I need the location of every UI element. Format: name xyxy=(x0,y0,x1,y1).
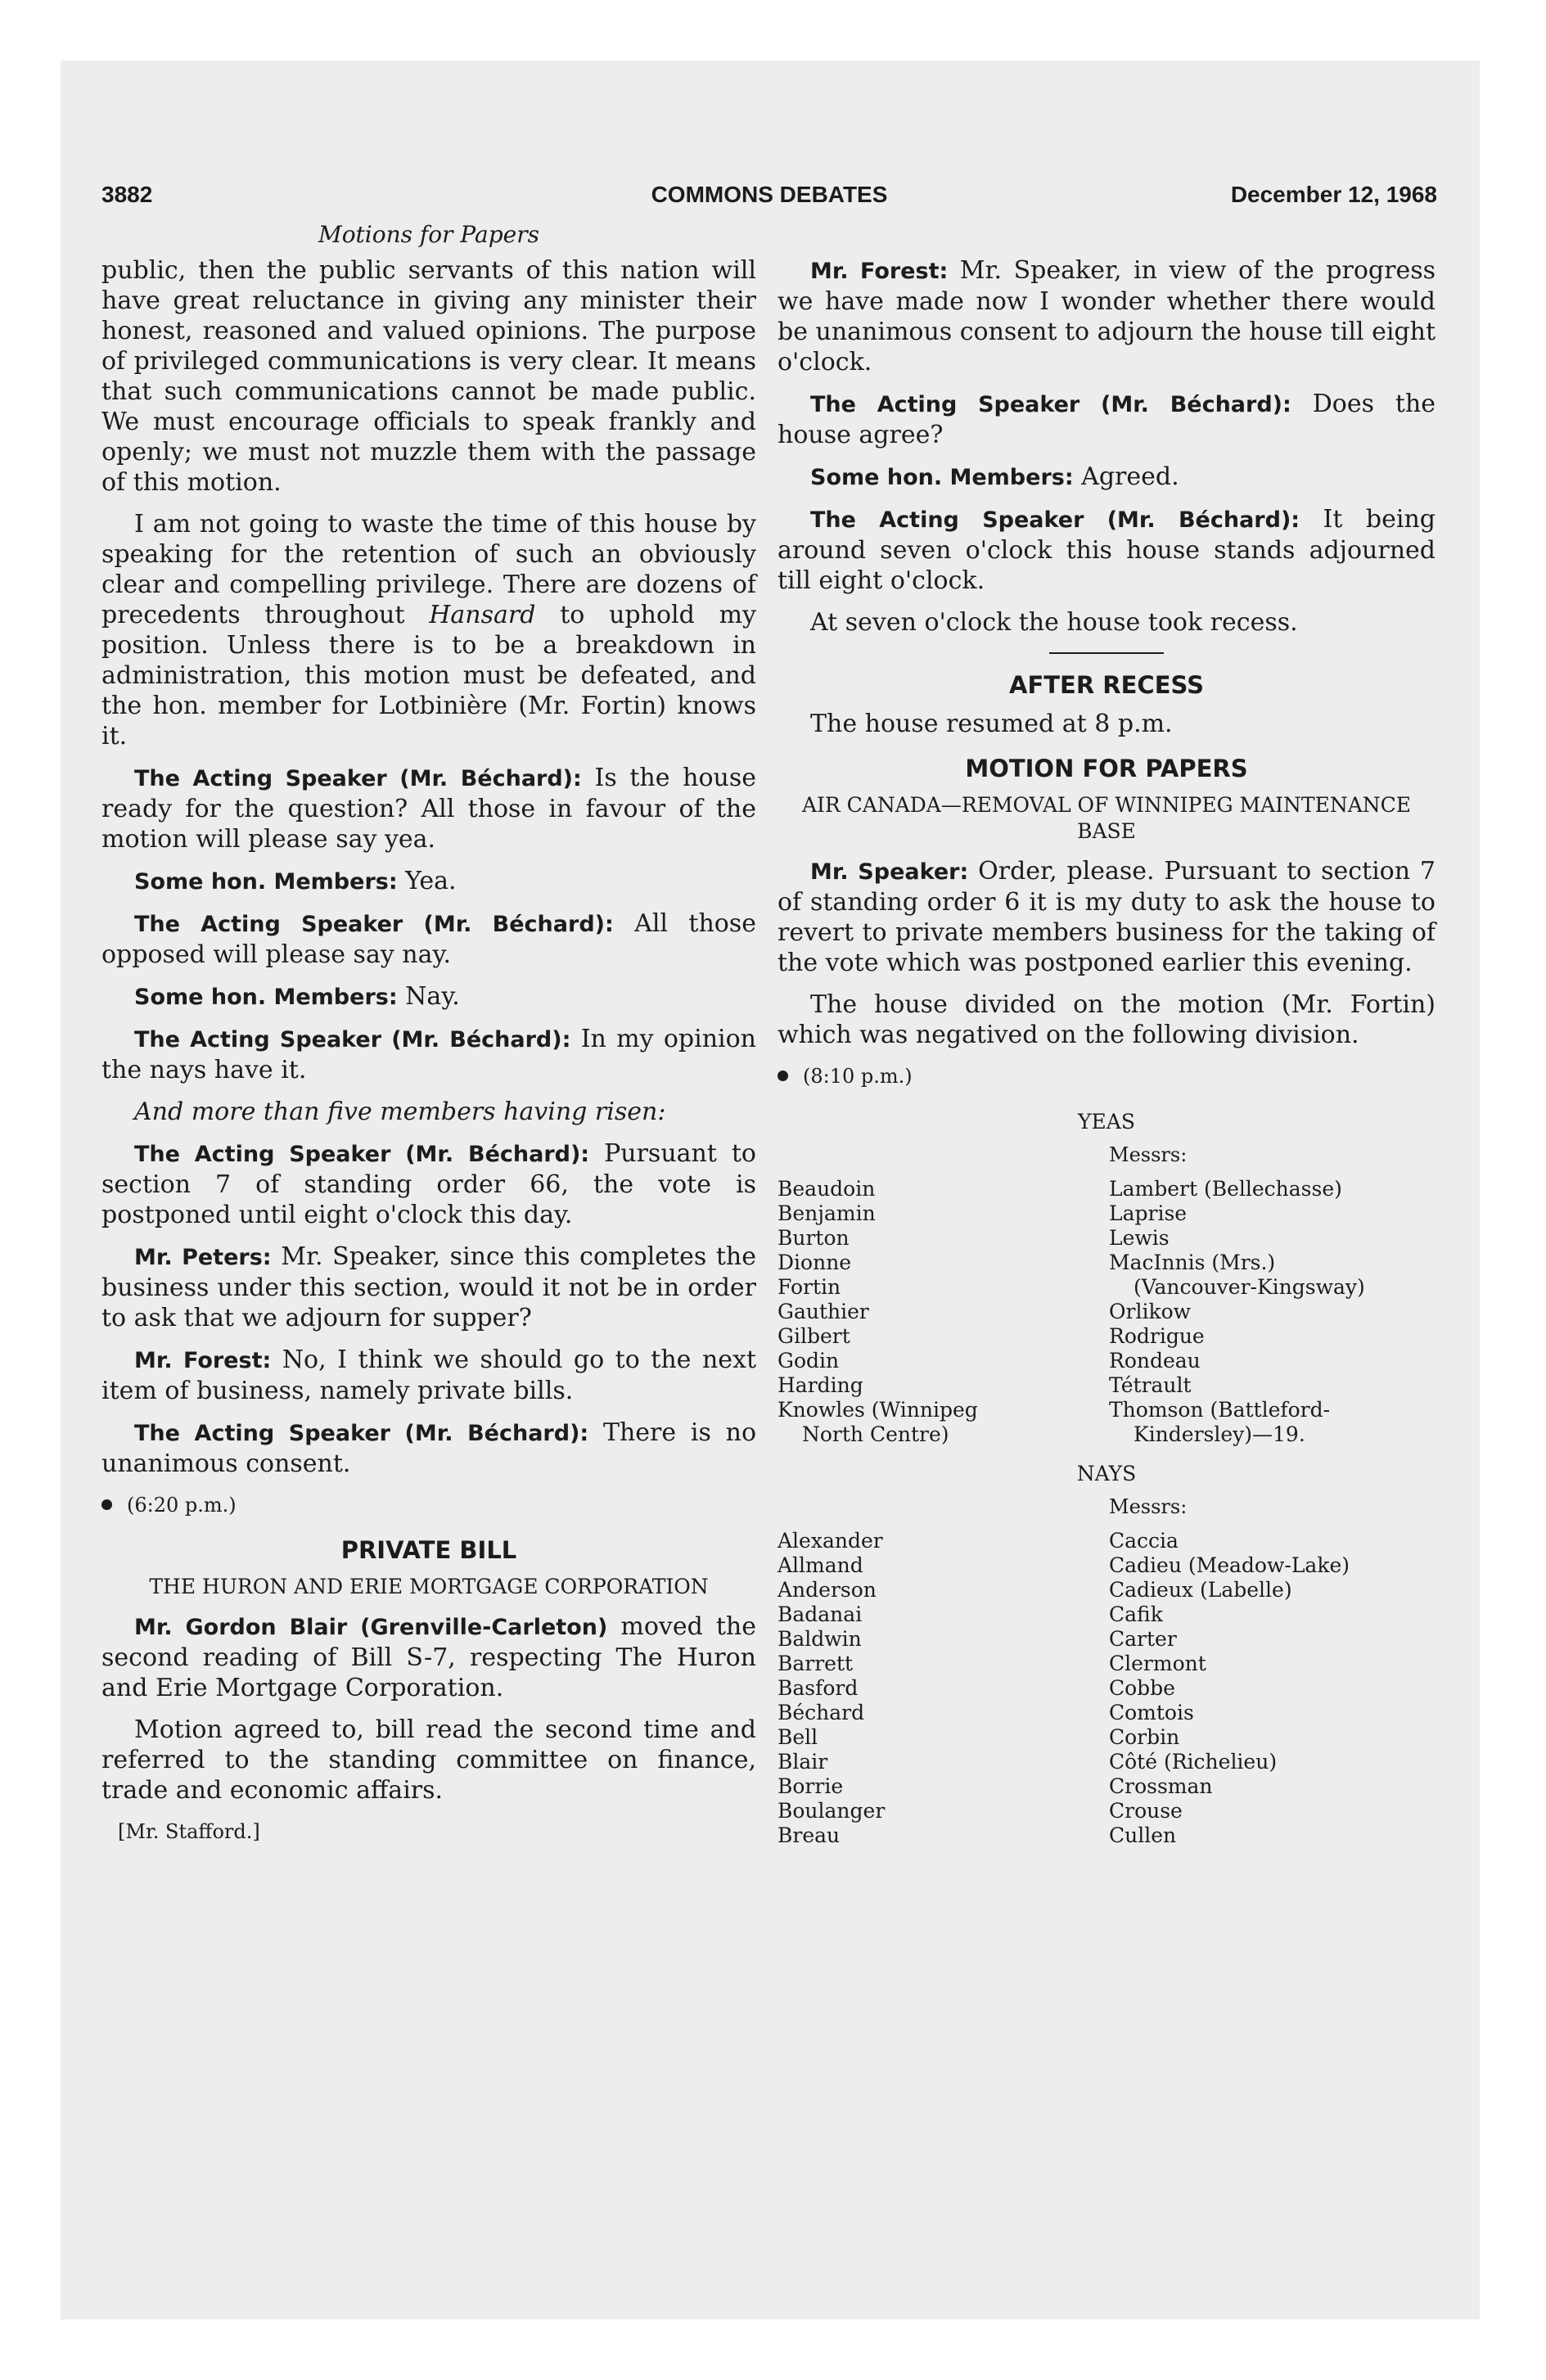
member-name: Carter xyxy=(1109,1627,1177,1651)
member-name: Anderson xyxy=(778,1578,877,1602)
speaker-name: Mr. Gordon Blair (Grenville-Carleton) xyxy=(134,1615,608,1640)
member-name: Cadieux (Labelle) xyxy=(1109,1578,1292,1602)
paragraph: At seven o'clock the house took recess. xyxy=(810,608,1298,637)
member-name: Côté (Richelieu) xyxy=(1109,1750,1278,1774)
messrs-label: Messrs: xyxy=(1109,1495,1188,1518)
member-name: Fortin xyxy=(778,1275,841,1299)
speech: The Acting Speaker (Mr. Béchard): There is no unanimous consent. xyxy=(101,1418,757,1478)
speech: Mr. Speaker: Order, please. Pursuant to section 7 of standing order 6 it is my duty to ask the house to revert to private members business for the taking of the vote which was postponed earlier this evening. xyxy=(778,857,1436,977)
member-name: Breau xyxy=(778,1823,841,1847)
speaker-name: Mr. Speaker: xyxy=(810,859,969,885)
member-name: Barrett xyxy=(778,1652,854,1675)
speech: The Acting Speaker (Mr. Béchard): It being around seven o'clock this house stands adjourned till eight o'clock. xyxy=(778,505,1436,595)
speaker-name: The Acting Speaker (Mr. Béchard): xyxy=(810,507,1300,533)
speaker-name: The Acting Speaker (Mr. Béchard): xyxy=(134,1142,590,1167)
speech: The Acting Speaker (Mr. Béchard): All those opposed will please say nay. xyxy=(101,909,756,969)
speaker-name: Some hon. Members: xyxy=(810,465,1074,490)
member-name: Knowles (Winnipeg xyxy=(778,1398,978,1422)
yeas-list xyxy=(778,1177,1436,1447)
page-header xyxy=(101,182,1437,218)
member-name: Gilbert xyxy=(778,1324,850,1348)
member-name-continued: Kindersley)—19. xyxy=(1134,1422,1305,1446)
speech: The Acting Speaker (Mr. Béchard): Pursuant to section 7 of standing order 66, the vote is postponed until eight o'clock this day. xyxy=(101,1139,756,1229)
name-column xyxy=(1109,1177,1436,1447)
member-name: Lambert (Bellechasse) xyxy=(1109,1177,1342,1201)
left-column xyxy=(101,255,756,1847)
paragraph: public, then the public servants of this nation will have great reluctance in giving any minister their honest, reasoned and valued opinions. The purpose of privileged communications is very clear. It means that such communications cannot be made public. We must encourage officials to speak frankly and openly; we must not muzzle them with the passage of this motion. xyxy=(101,256,756,497)
member-name: Lewis xyxy=(1109,1226,1170,1250)
speaker-name: The Acting Speaker (Mr. Béchard): xyxy=(134,1027,571,1053)
speaker-name: Mr. Forest: xyxy=(810,259,949,284)
yeas-title: YEAS xyxy=(1078,1110,1135,1134)
member-name: Cafik xyxy=(1109,1602,1163,1626)
member-name: Dionne xyxy=(778,1251,852,1274)
speech: Mr. Gordon Blair (Grenville-Carleton) moved the second reading of Bill S-7, respecting The Huron and Erie Mortgage Corporation. xyxy=(101,1612,756,1702)
member-name: Harding xyxy=(778,1373,863,1397)
speaker-name: Mr. Forest: xyxy=(134,1348,272,1373)
section-title: MOTION FOR PAPERS xyxy=(965,755,1248,782)
speaker-name: The Acting Speaker (Mr. Béchard): xyxy=(134,912,614,937)
member-name-continued: North Centre) xyxy=(802,1422,949,1446)
member-name: Cadieu (Meadow-Lake) xyxy=(1109,1553,1350,1577)
member-name: Cobbe xyxy=(1109,1676,1175,1700)
member-name: Rodrigue xyxy=(1109,1324,1205,1348)
paragraph: The house resumed at 8 p.m. xyxy=(810,710,1173,738)
member-name: Blair xyxy=(778,1750,828,1774)
stage-direction: And more than five members having risen: xyxy=(134,1098,666,1126)
member-name: Benjamin xyxy=(778,1201,876,1225)
paragraph: I am not going to waste the time of this house by speaking for the retention of such an obviously clear and compelling privilege. There are dozens of precedents throughout Hansard to uphold my position. Unless there is to be a breakdown in administration, this motion must be defeated, and the hon. member for Lotbinière (Mr. Fortin) knows it. xyxy=(101,510,756,751)
speaker-name: The Acting Speaker (Mr. Béchard): xyxy=(134,766,582,791)
speaker-reference: [Mr. Stafford.] xyxy=(118,1820,260,1843)
speaker-name: The Acting Speaker (Mr. Béchard): xyxy=(810,392,1291,417)
speaker-name: Some hon. Members: xyxy=(134,869,398,895)
member-name: Gauthier xyxy=(778,1300,869,1323)
speaker-name: Some hon. Members: xyxy=(134,985,398,1010)
member-name: Borrie xyxy=(778,1774,844,1798)
speech: The Acting Speaker (Mr. Béchard): In my opinion the nays have it. xyxy=(101,1025,757,1084)
member-name: Laprise xyxy=(1109,1201,1188,1225)
member-name-continued: (Vancouver-Kingsway) xyxy=(1134,1275,1365,1299)
section-subhead: Motions for Papers xyxy=(318,221,539,248)
member-name: Cullen xyxy=(1109,1823,1177,1847)
name-column xyxy=(778,1177,1109,1447)
publication-title: COMMONS DEBATES xyxy=(651,182,888,207)
speech: Mr. Peters: Mr. Speaker, since this completes the business under this section, would it not be in order to ask that we adjourn for supper? xyxy=(101,1242,757,1332)
speech: The Acting Speaker (Mr. Béchard): Does the house agree? xyxy=(778,390,1436,449)
divider xyxy=(1049,652,1164,654)
speech: Mr. Forest: No, I think we should go to the next item of business, namely private bills. xyxy=(101,1346,757,1405)
speaker-name: Mr. Peters: xyxy=(134,1245,272,1270)
nays-list xyxy=(778,1529,1436,1848)
speech: Some hon. Members: Nay. xyxy=(134,982,460,1011)
member-name: Rondeau xyxy=(1109,1349,1201,1373)
time-stamp: (8:10 p.m.) xyxy=(778,1062,1436,1092)
member-name: Bell xyxy=(778,1725,818,1749)
member-name: Beaudoin xyxy=(778,1177,876,1201)
member-name: Tétrault xyxy=(1109,1373,1192,1397)
member-name: Boulanger xyxy=(778,1799,886,1823)
member-name: Clermont xyxy=(1109,1652,1206,1675)
section-subtitle: AIR CANADA—REMOVAL OF WINNIPEG MAINTENANCE BASE xyxy=(801,793,1412,843)
name-column xyxy=(778,1529,1109,1848)
speaker-name: The Acting Speaker (Mr. Béchard): xyxy=(134,1421,589,1446)
member-name: Alexander xyxy=(778,1529,883,1553)
time-stamp: (6:20 p.m.) xyxy=(101,1490,756,1521)
member-name: Crouse xyxy=(1109,1799,1183,1823)
member-name: Burton xyxy=(778,1226,850,1250)
name-column xyxy=(1109,1529,1436,1848)
member-name: Corbin xyxy=(1109,1725,1180,1749)
speech: Some hon. Members: Agreed. xyxy=(810,462,1179,491)
paragraph: The house divided on the motion (Mr. Fortin) which was negatived on the following division. xyxy=(778,990,1436,1049)
member-name: Crossman xyxy=(1109,1774,1213,1798)
member-name: Comtois xyxy=(1109,1701,1194,1724)
section-title: AFTER RECESS xyxy=(1009,671,1204,699)
speech: Mr. Forest: Mr. Speaker, in view of the progress we have made now I wonder whether there would be unanimous consent to adjourn the house till eight o'clock. xyxy=(778,256,1436,376)
bullet-icon xyxy=(101,1499,112,1510)
page-number: 3882 xyxy=(101,182,153,207)
member-name: Baldwin xyxy=(778,1627,862,1651)
paragraph: Motion agreed to, bill read the second time and referred to the standing committee on finance, trade and economic affairs. xyxy=(101,1715,756,1805)
member-name: Godin xyxy=(778,1349,840,1373)
bullet-icon xyxy=(778,1071,788,1081)
speech: The Acting Speaker (Mr. Béchard): Is the house ready for the question? All those in favour of the motion will please say yea. xyxy=(101,764,757,854)
section-title: PRIVATE BILL xyxy=(340,1536,517,1564)
page-date: December 12, 1968 xyxy=(1230,182,1437,207)
speech: Some hon. Members: Yea. xyxy=(134,867,457,895)
member-name: Basford xyxy=(778,1676,859,1700)
member-name: Caccia xyxy=(1109,1529,1179,1553)
member-name: Badanai xyxy=(778,1602,863,1626)
nays-title: NAYS xyxy=(1076,1462,1137,1485)
member-name: Orlikow xyxy=(1109,1300,1192,1323)
messrs-label: Messrs: xyxy=(1109,1143,1188,1166)
member-name: MacInnis (Mrs.) xyxy=(1109,1251,1276,1274)
right-column xyxy=(778,255,1436,1848)
member-name: Béchard xyxy=(778,1701,865,1724)
member-name: Thomson (Battleford- xyxy=(1109,1398,1331,1422)
section-subtitle: THE HURON AND ERIE MORTGAGE CORPORATION xyxy=(149,1575,709,1598)
member-name: Allmand xyxy=(778,1553,863,1577)
